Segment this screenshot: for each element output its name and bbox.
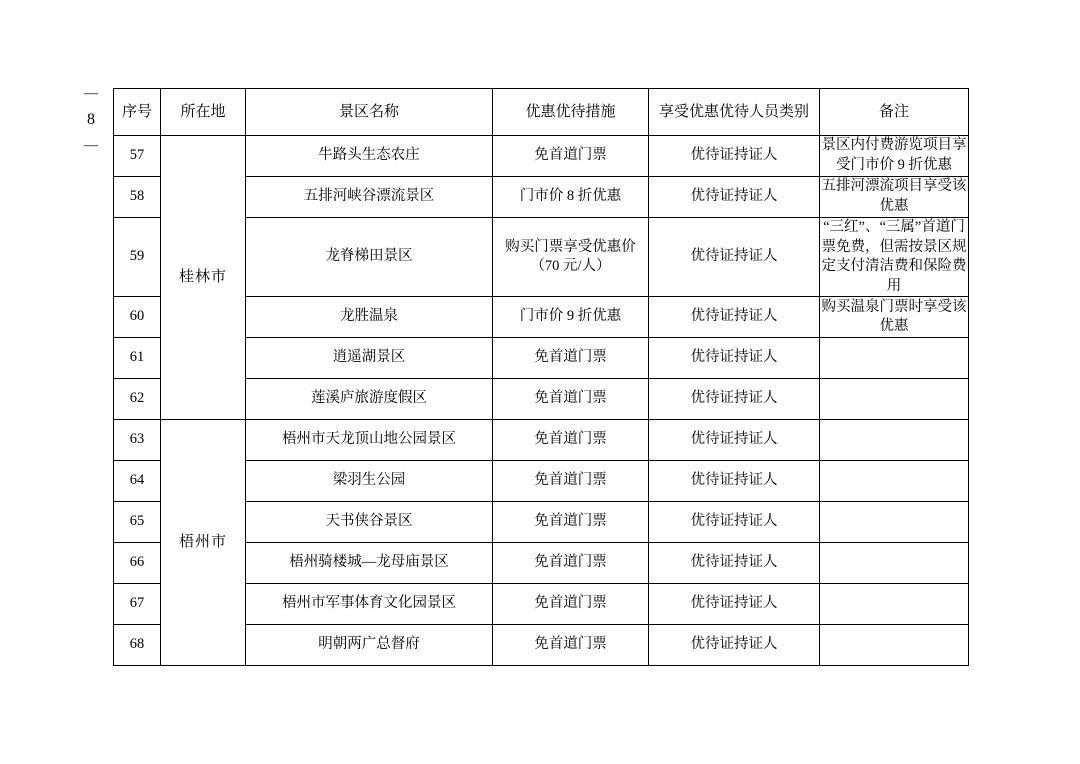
cell-name: 逍遥湖景区	[246, 338, 493, 379]
cell-category: 优待证持证人	[649, 379, 820, 420]
cell-remark	[820, 338, 969, 379]
benefits-table	[113, 88, 969, 666]
cell-remark: 景区内付费游览项目享受门市价 9 折优惠	[820, 136, 969, 177]
cell-name: 五排河峡谷漂流景区	[246, 177, 493, 218]
table-header-row	[114, 89, 969, 136]
cell-index: 68	[114, 625, 161, 666]
header-measure: 优惠优待措施	[493, 89, 649, 136]
cell-measure: 门市价 8 折优惠	[493, 177, 649, 218]
table-row	[114, 136, 969, 177]
cell-measure: 免首道门票	[493, 584, 649, 625]
cell-name: 梧州骑楼城—龙母庙景区	[246, 543, 493, 584]
cell-index: 61	[114, 338, 161, 379]
cell-index: 60	[114, 297, 161, 338]
cell-measure: 门市价 9 折优惠	[493, 297, 649, 338]
cell-category: 优待证持证人	[649, 338, 820, 379]
location-label: 梧州市	[178, 534, 227, 551]
table-header	[114, 89, 969, 136]
cell-index: 65	[114, 502, 161, 543]
cell-remark	[820, 584, 969, 625]
page-marker-dash-top: —	[84, 86, 98, 101]
header-name: 景区名称	[246, 89, 493, 136]
page-number: 8	[87, 111, 95, 128]
cell-category: 优待证持证人	[649, 420, 820, 461]
cell-category: 优待证持证人	[649, 297, 820, 338]
cell-measure: 免首道门票	[493, 461, 649, 502]
cell-name: 天书侠谷景区	[246, 502, 493, 543]
header-location: 所在地	[161, 89, 246, 136]
cell-category: 优待证持证人	[649, 136, 820, 177]
cell-location	[161, 420, 246, 666]
cell-remark	[820, 625, 969, 666]
table-row	[114, 420, 969, 461]
cell-category: 优待证持证人	[649, 177, 820, 218]
cell-category: 优待证持证人	[649, 461, 820, 502]
cell-index: 62	[114, 379, 161, 420]
location-label: 桂林市	[178, 269, 227, 286]
cell-measure: 免首道门票	[493, 379, 649, 420]
cell-remark	[820, 543, 969, 584]
page-number-marker	[78, 88, 104, 158]
cell-category: 优待证持证人	[649, 543, 820, 584]
cell-name: 牛路头生态农庄	[246, 136, 493, 177]
cell-remark: 购买温泉门票时享受该优惠	[820, 297, 969, 338]
cell-remark	[820, 379, 969, 420]
cell-name: 梧州市军事体育文化园景区	[246, 584, 493, 625]
cell-name: 梧州市天龙顶山地公园景区	[246, 420, 493, 461]
cell-index: 64	[114, 461, 161, 502]
header-category: 享受优惠优待人员类别	[649, 89, 820, 136]
cell-name: 莲溪庐旅游度假区	[246, 379, 493, 420]
cell-index: 63	[114, 420, 161, 461]
cell-name: 龙脊梯田景区	[246, 218, 493, 297]
cell-measure: 免首道门票	[493, 543, 649, 584]
cell-index: 57	[114, 136, 161, 177]
cell-remark	[820, 420, 969, 461]
cell-remark: “三红”、“三属”首道门票免费，但需按景区规定支付清洁费和保险费用	[820, 218, 969, 297]
cell-category: 优待证持证人	[649, 584, 820, 625]
cell-measure: 免首道门票	[493, 136, 649, 177]
cell-name: 龙胜温泉	[246, 297, 493, 338]
cell-index: 59	[114, 218, 161, 297]
header-index: 序号	[114, 89, 161, 136]
cell-measure: 免首道门票	[493, 625, 649, 666]
cell-remark: 五排河漂流项目享受该优惠	[820, 177, 969, 218]
cell-category: 优待证持证人	[649, 502, 820, 543]
cell-category: 优待证持证人	[649, 218, 820, 297]
cell-name: 明朝两广总督府	[246, 625, 493, 666]
cell-measure: 免首道门票	[493, 338, 649, 379]
cell-category: 优待证持证人	[649, 625, 820, 666]
cell-name: 梁羽生公园	[246, 461, 493, 502]
header-remark: 备注	[820, 89, 969, 136]
cell-index: 58	[114, 177, 161, 218]
cell-remark	[820, 461, 969, 502]
cell-index: 67	[114, 584, 161, 625]
cell-location	[161, 136, 246, 420]
cell-measure: 免首道门票	[493, 502, 649, 543]
page-marker-dash-bottom: —	[84, 138, 98, 153]
cell-remark	[820, 502, 969, 543]
table-body	[114, 136, 969, 666]
cell-index: 66	[114, 543, 161, 584]
cell-measure: 免首道门票	[493, 420, 649, 461]
cell-measure: 购买门票享受优惠价（70 元/人）	[493, 218, 649, 297]
